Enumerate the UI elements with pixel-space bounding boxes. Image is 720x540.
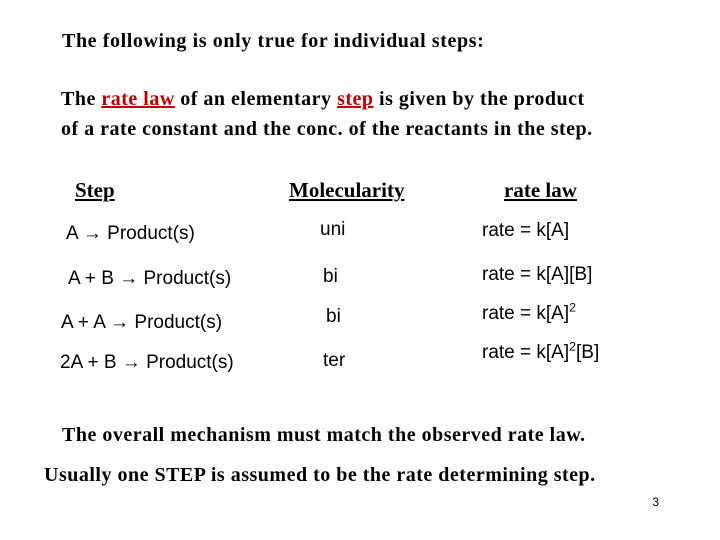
row-3-rate-law (482, 300, 576, 325)
row-2-step: A + B → Product(s) (68, 268, 232, 289)
definition-suffix: is given by the product (373, 88, 585, 110)
row-4-rate-law (482, 339, 600, 364)
definition-line-2: of a rate constant and the conc. of the reactants in the step. (61, 118, 593, 140)
header-molecularity: Molecularity (289, 178, 405, 202)
definition-middle: of an elementary (174, 88, 338, 110)
row-4-molecularity: ter (323, 350, 346, 371)
page-number: 3 (652, 495, 659, 509)
row-1-molecularity: uni (320, 219, 346, 240)
row-3-rate-law-exponent: 2 (569, 300, 576, 315)
intro-text: The following is only true for individual steps: (62, 30, 485, 52)
row-4-step: 2A + B → Product(s) (60, 352, 234, 373)
row-2-molecularity: bi (323, 266, 338, 287)
row-4-rate-law-exponent: 2 (569, 339, 576, 354)
row-3-molecularity: bi (326, 306, 341, 327)
outro-line-1: The overall mechanism must match the observed rate law. (62, 424, 586, 446)
header-step: Step (75, 178, 115, 202)
header-rate-law: rate law (504, 178, 577, 202)
definition-line-1 (61, 88, 585, 111)
row-2-rate-law: rate = k[A][B] (482, 264, 593, 285)
definition-prefix: The (61, 88, 102, 110)
term-step: step (337, 88, 374, 110)
row-4-rate-law-tail: [B] (576, 342, 600, 363)
row-1-step: A → Product(s) (66, 223, 195, 244)
row-1-rate-law: rate = k[A] (482, 220, 570, 241)
outro-line-2: Usually one STEP is assumed to be the rate determining step. (44, 464, 596, 486)
row-4-rate-law-base: rate = k[A] (482, 342, 570, 363)
row-3-rate-law-base: rate = k[A] (482, 303, 570, 324)
term-rate-law: rate law (101, 88, 175, 110)
row-3-step: A + A → Product(s) (61, 312, 223, 333)
